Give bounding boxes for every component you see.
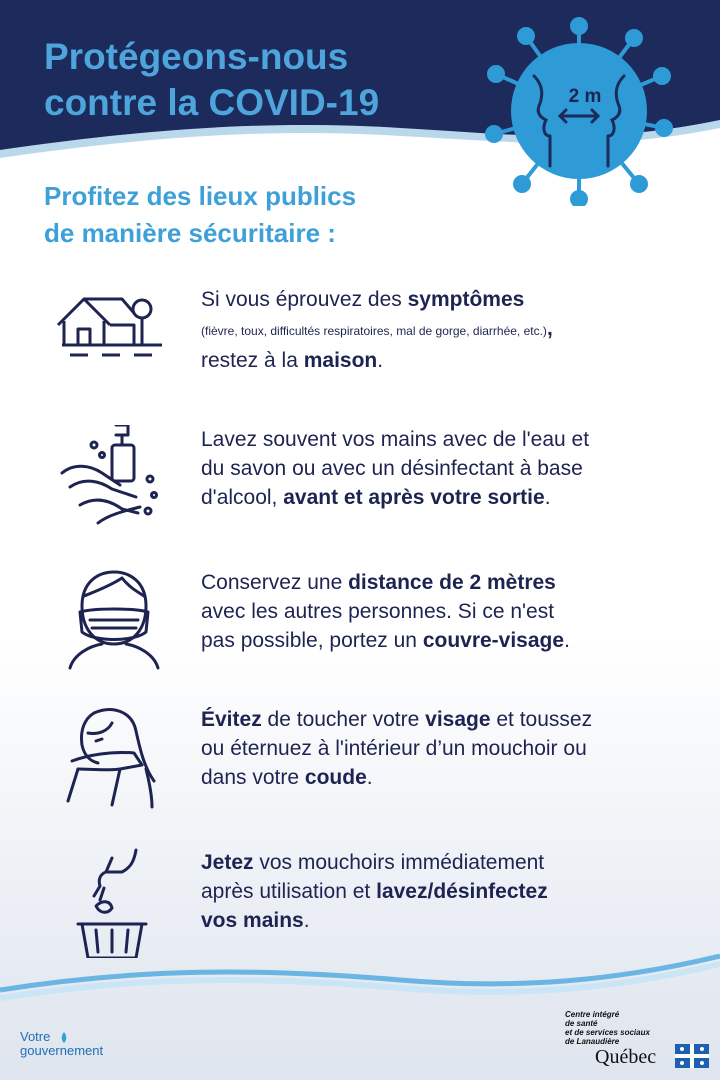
house-tree-icon	[50, 285, 170, 395]
quebec-wordmark: Québec	[595, 1046, 657, 1068]
face-mask-icon	[50, 568, 170, 678]
advice-text-symptoms: Si vous éprouvez des symptômes (fièvre, toux, difficultés respiratoires, mal de gorge, diarrhée, etc.), restez à la maison.	[201, 288, 553, 372]
tissue-bin-icon	[50, 848, 170, 958]
advice-text-cough: Évitez de toucher votre visage et toussez ou éternuez à l'intérieur d’un mouchoir ou dans votre coude.	[201, 708, 593, 789]
page-title: Protégeons-nous contre la COVID-19	[44, 36, 380, 123]
votre-gouvernement-logo: Votre gouvernement	[20, 1029, 104, 1058]
leaf-icon	[58, 1032, 70, 1044]
hand-wash-icon	[50, 425, 170, 535]
advice-item-distance	[0, 568, 720, 688]
cisss-quebec-logo	[565, 1010, 695, 1068]
advice-item-symptoms	[0, 285, 720, 405]
subtitle: Profitez des lieux publics de manière sécuritaire :	[44, 181, 357, 248]
distance-label: 2 m	[568, 86, 602, 107]
cough-elbow-icon	[50, 705, 170, 815]
advice-item-cough	[0, 705, 720, 825]
advice-text-tissue: Jetez vos mouchoirs immédiatement après utilisation et lavez/désinfectez vos mains.	[201, 851, 548, 932]
quebec-flag-icon	[675, 1044, 709, 1068]
advice-text-distance: Conservez une distance de 2 mètres avec les autres personnes. Si ce n'est pas possible, portez un couvre-visage.	[201, 571, 570, 652]
advice-text-handwash: Lavez souvent vos mains avec de l'eau et du savon ou avec un désinfectant à base d'alcool, avant et après votre sortie.	[201, 428, 590, 509]
virus-distance-icon	[484, 16, 674, 206]
organization-name: Centre intégré de santé et de services sociaux de Lanaudière	[565, 1010, 650, 1046]
advice-item-handwash	[0, 425, 720, 545]
